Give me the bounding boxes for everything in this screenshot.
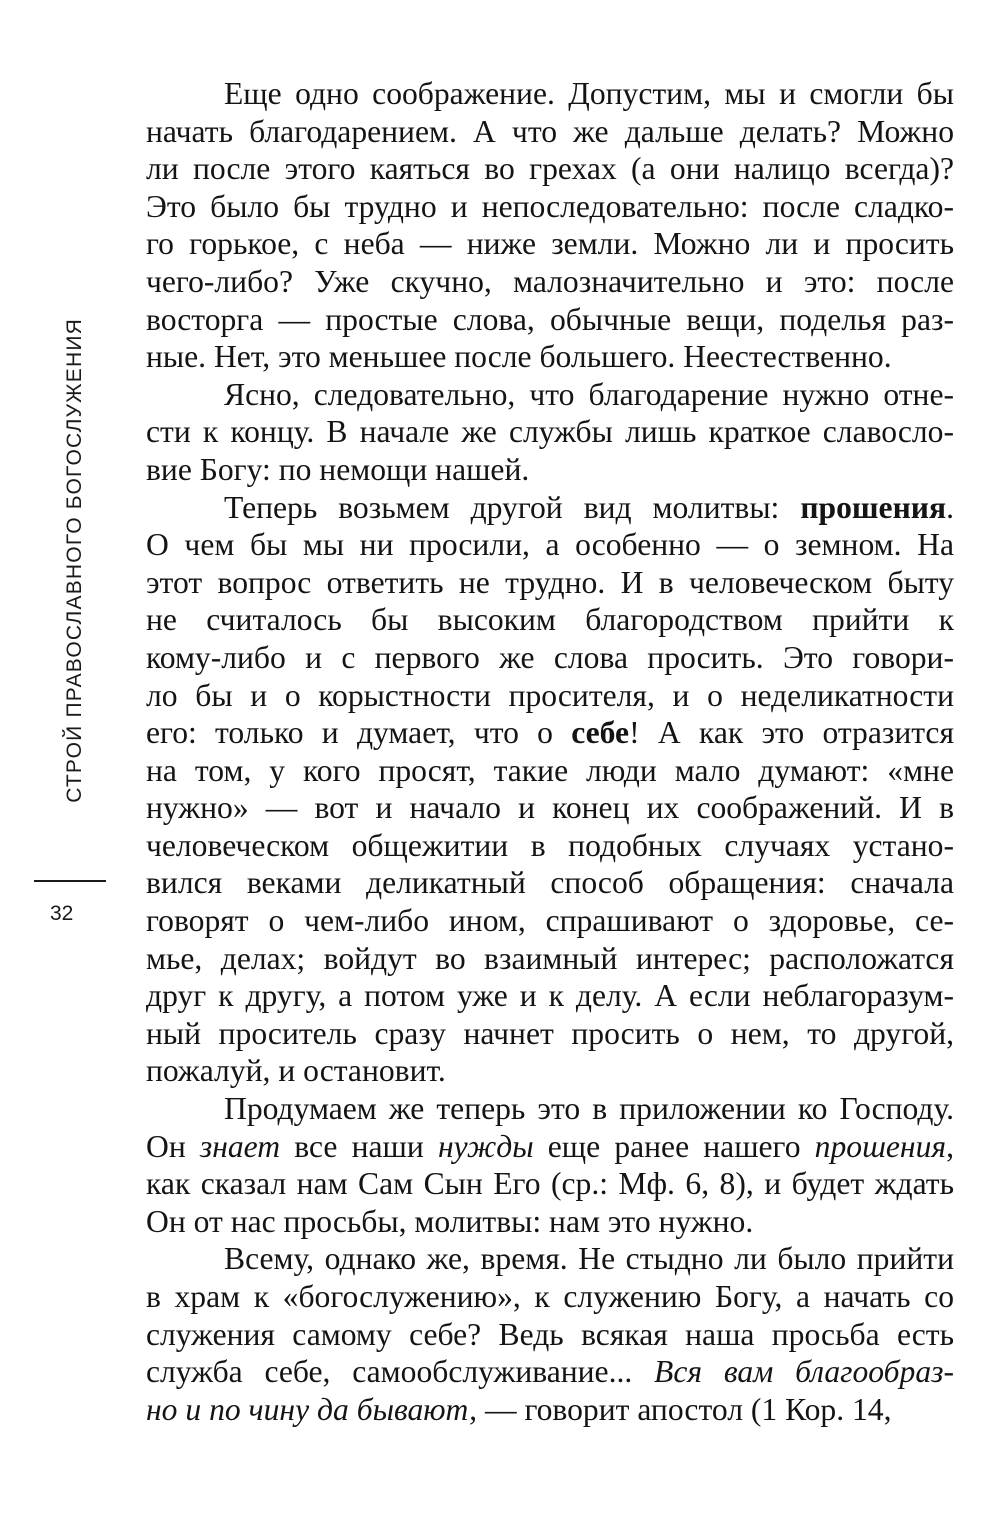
text-line	[146, 188, 954, 226]
text-run: вился веками деликатный способ обращения: сначала	[146, 865, 954, 901]
text-run: пожалуй, и остановит.	[146, 1053, 446, 1089]
bold-text: прошения	[800, 489, 947, 525]
text-line	[146, 677, 954, 715]
text-line	[146, 301, 954, 339]
text-run: Теперь возьмем другой вид молитвы:	[224, 489, 801, 525]
italic-text: но и по чину да бывают,	[146, 1391, 478, 1427]
text-line	[146, 1353, 954, 1391]
margin-divider	[34, 880, 106, 882]
paragraph	[146, 1090, 954, 1240]
text-run: Это было бы трудно и непоследовательно: после сладко-	[146, 188, 954, 224]
running-head	[58, 260, 92, 860]
text-line	[146, 263, 954, 301]
text-run: на том, у кого просят, такие люди мало думают: «мне	[146, 752, 954, 788]
text-line	[146, 413, 954, 451]
text-line	[146, 1316, 954, 1354]
text-line	[146, 1165, 954, 1203]
text-line	[146, 1240, 954, 1278]
text-run: друг к другу, а потом уже и к делу. А если неблагоразум-	[146, 978, 954, 1014]
text-run: как сказал нам Сам Сын Его (ср.: Мф. 6, 8), и будет ждать	[146, 1166, 954, 1202]
paragraph	[146, 75, 954, 376]
text-line	[146, 376, 954, 414]
text-line	[146, 864, 954, 902]
text-line	[146, 113, 954, 151]
text-line	[146, 940, 954, 978]
text-line	[146, 752, 954, 790]
running-head-text: СТРОЙ ПРАВОСЛАВНОГО БОГОСЛУЖЕНИЯ	[63, 317, 86, 803]
italic-text: прошения	[814, 1128, 947, 1164]
text-run: Ясно, следовательно, что благодарение нужно отне-	[224, 376, 954, 412]
text-run: ,	[946, 1128, 954, 1164]
text-run: его: только и думает, что о	[146, 715, 572, 751]
text-run: все наши	[280, 1128, 438, 1164]
text-run: служба себе, самообслуживание...	[146, 1354, 655, 1390]
text-line	[146, 75, 954, 113]
text-line	[146, 827, 954, 865]
text-line	[146, 1090, 954, 1128]
text-run: этот вопрос ответить не трудно. И в человеческом быту	[146, 564, 954, 600]
text-run: го горькое, с неба — ниже земли. Можно ли и просить	[146, 226, 954, 262]
text-line	[146, 714, 954, 752]
text-run: Он от нас просьбы, молитвы: нам это нужно.	[146, 1203, 754, 1239]
text-line	[146, 564, 954, 602]
text-run: нужно» — вот и начало и конец их соображений. И в	[146, 790, 954, 826]
paragraph	[146, 1240, 954, 1428]
text-line	[146, 150, 954, 188]
text-line	[146, 601, 954, 639]
text-line	[146, 902, 954, 940]
text-run: сти к концу. В начале же службы лишь краткое славосло-	[146, 414, 954, 450]
text-run: человеческом общежитии в подобных случаях устано-	[146, 827, 954, 863]
text-line	[146, 451, 954, 489]
text-line	[146, 489, 954, 527]
text-run: говорят о чем-либо ином, спрашивают о здоровье, се-	[146, 903, 954, 939]
body-text	[146, 75, 954, 1428]
paragraph	[146, 376, 954, 489]
text-run: служения самому себе? Ведь всякая наша просьба есть	[146, 1316, 954, 1352]
text-line	[146, 789, 954, 827]
text-run: — говорит апостол (1 Кор. 14,	[477, 1391, 892, 1427]
text-line	[146, 1128, 954, 1166]
text-run: Продумаем же теперь это в приложении ко Господу.	[224, 1091, 954, 1127]
bold-text: себе	[571, 715, 630, 751]
text-run: ! А как это отразится	[629, 715, 954, 751]
text-line	[146, 1015, 954, 1053]
text-run: восторга — простые слова, обычные вещи, поделья раз-	[146, 301, 954, 337]
text-run: Он	[146, 1128, 200, 1164]
text-run: .	[946, 489, 954, 525]
text-run: не считалось бы высоким благородством прийти к	[146, 602, 954, 638]
text-run: ли после этого каяться во грехах (а они налицо всегда)?	[146, 151, 954, 187]
text-line	[146, 977, 954, 1015]
text-run: чего-либо? Уже скучно, малозначительно и это: после	[146, 263, 954, 299]
text-run: Всему, однако же, время. Не стыдно ли было прийти	[224, 1241, 954, 1277]
paragraph	[146, 489, 954, 1091]
text-line	[146, 1278, 954, 1316]
text-run: еще ранее нашего	[533, 1128, 815, 1164]
text-line	[146, 1052, 954, 1090]
italic-text: нужды	[437, 1128, 534, 1164]
text-run: ные. Нет, это меньшее после большего. Неестественно.	[146, 339, 892, 375]
text-run: в храм к «богослужению», к служению Богу, а начать со	[146, 1279, 954, 1314]
text-run: кому-либо и с первого же слова просить. Это говори-	[146, 639, 954, 675]
text-run: вие Богу: по немощи нашей.	[146, 451, 530, 487]
italic-text: вам	[723, 1354, 774, 1390]
page-number: 32	[50, 902, 74, 925]
text-run: начать благодарением. А что же дальше делать? Можно	[146, 113, 954, 149]
text-line	[146, 225, 954, 263]
text-run: ный проситель сразу начнет просить о нем, то другой,	[146, 1015, 954, 1051]
text-line	[146, 639, 954, 677]
text-run	[702, 1354, 724, 1389]
text-run: О чем бы мы ни просили, а особенно — о земном. На	[146, 527, 954, 563]
text-run	[773, 1354, 795, 1389]
italic-text: знает	[199, 1128, 281, 1164]
italic-text: благообраз-	[795, 1354, 954, 1390]
text-run: Еще одно соображение. Допустим, мы и смогли бы	[224, 76, 954, 111]
text-run: мье, делах; войдут во взаимный интерес; расположатся	[146, 940, 954, 976]
italic-text: Вся	[654, 1354, 703, 1390]
text-line	[146, 1391, 954, 1429]
text-run: ло бы и о корыстности просителя, и о неделикатности	[146, 677, 954, 713]
text-line	[146, 1203, 954, 1241]
text-line	[146, 526, 954, 564]
text-line	[146, 338, 954, 376]
